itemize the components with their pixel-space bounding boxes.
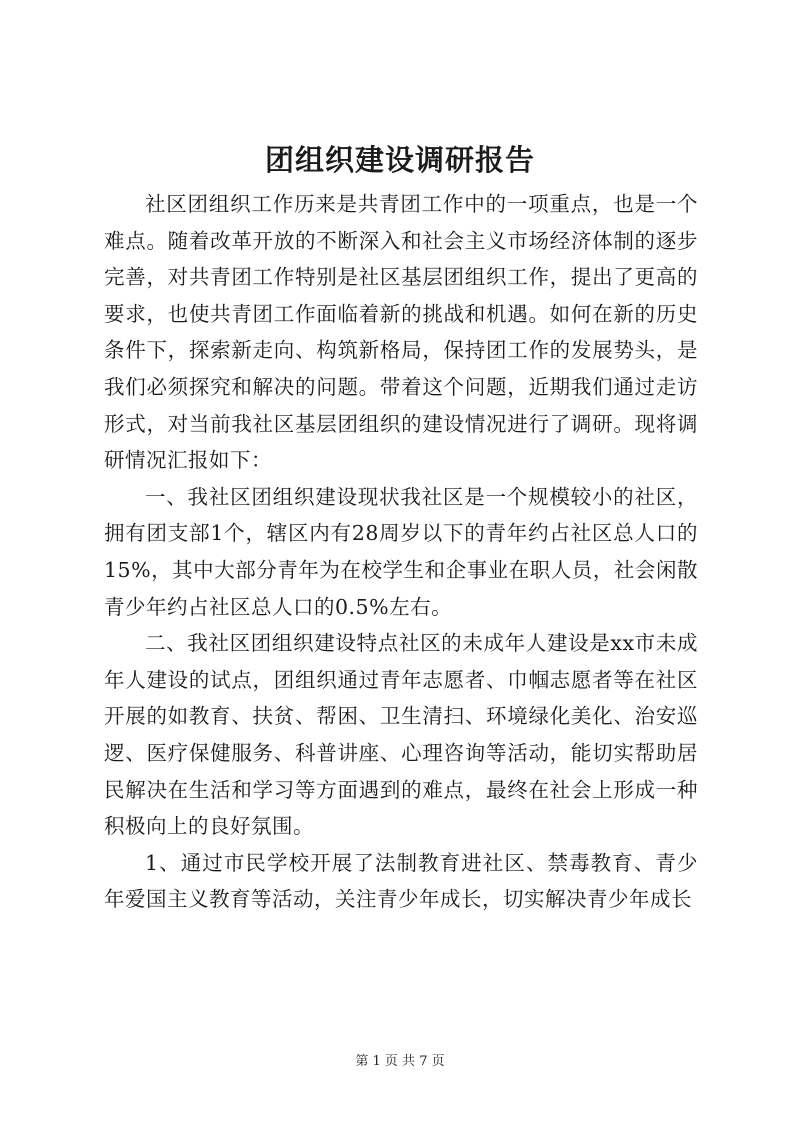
paragraph-item-1: 1、通过市民学校开展了法制教育进社区、禁毒教育、青少年爱国主义教育等活动，关注青少年成长，切实解决青少年成长 (104, 850, 698, 912)
page-footer: 第 1 页 共 7 页 (355, 1054, 445, 1069)
paragraph-section-1: 一、我社区团组织建设现状我社区是一个规模较小的社区，拥有团支部1个，辖区内有28周岁以下的青年约占社区总人口的15%，其中大部分青年为在校学生和企事业在职人员，社会闲散青少年约占社区总人口的0.5%左右。 (104, 484, 698, 619)
document-body (104, 186, 698, 918)
paragraph-section-2: 二、我社区团组织建设特点社区的未成年人建设是xx市未成年人建设的试点，团组织通过青年志愿者、巾帼志愿者等在社区开展的如教育、扶贫、帮困、卫生清扫、环境绿化美化、治安巡逻、医疗保健服务、科普讲座、心理咨询等活动，能切实帮助居民解决在生活和学习等方面遇到的难点，最终在社会上形成一种积极向上的良好氛围。 (104, 631, 698, 839)
paragraph-intro: 社区团组织工作历来是共青团工作中的一项重点，也是一个难点。随着改革开放的不断深入和社会主义市场经济体制的逐步完善，对共青团工作特别是社区基层团组织工作，提出了更高的要求，也使共青团工作面临着新的挑战和机遇。如何在新的历史条件下，探索新走向、构筑新格局，保持团工作的发展势头，是我们必须探究和解决的问题。带着这个问题，近期我们通过走访形式，对当前我社区基层团组织的建设情况进行了调研。现将调研情况汇报如下： (104, 192, 698, 473)
document-title: 团组织建设调研报告 (264, 143, 535, 177)
